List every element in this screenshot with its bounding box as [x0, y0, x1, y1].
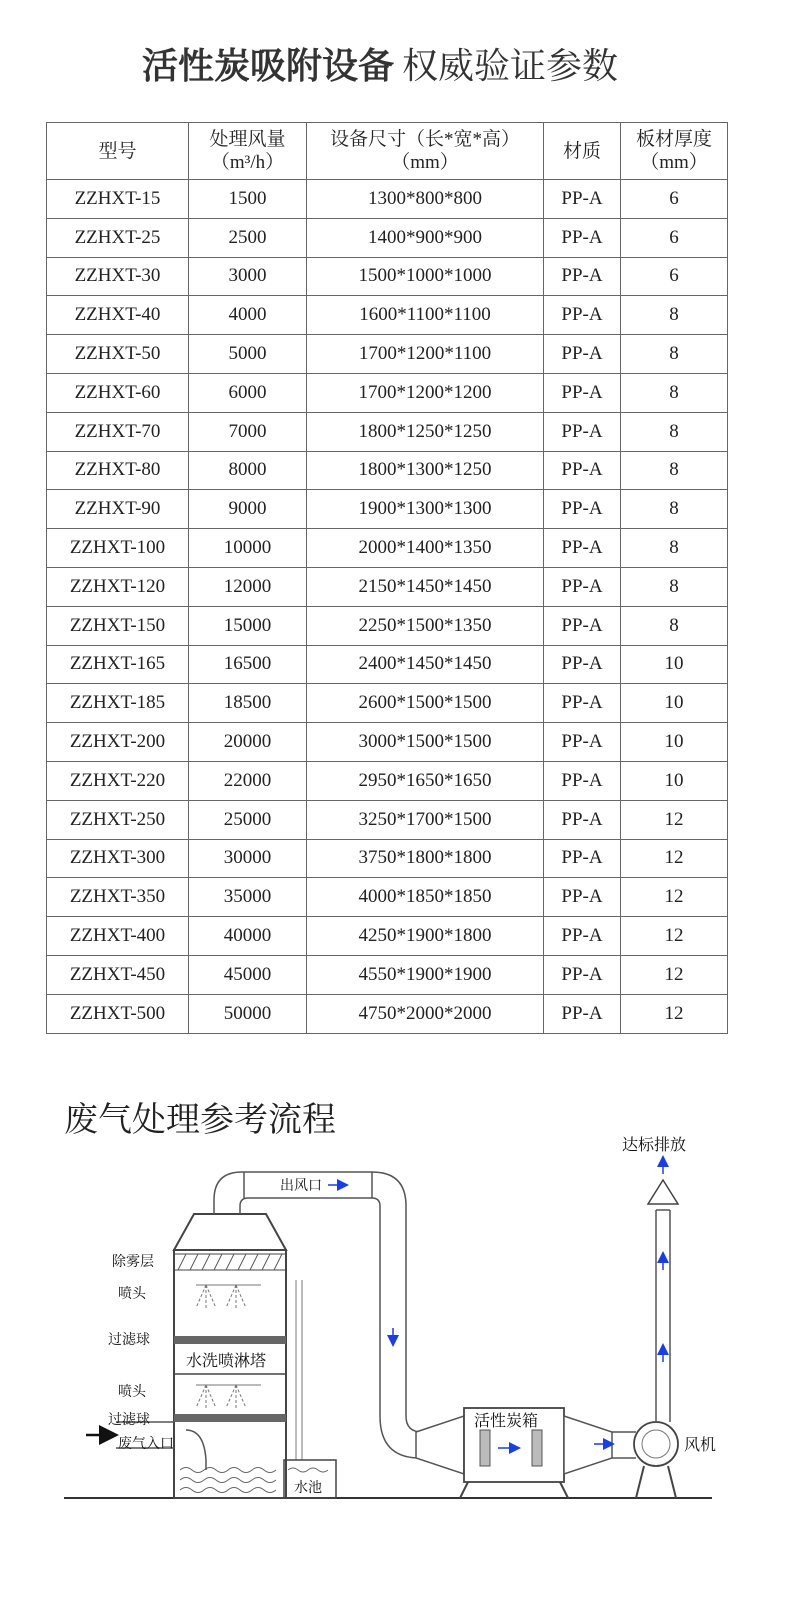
table-row	[47, 606, 728, 645]
cell-material: PP-A	[544, 761, 621, 800]
label-outlet: 出风口	[280, 1178, 322, 1194]
table-row	[47, 917, 728, 956]
table-row	[47, 800, 728, 839]
cell-airflow: 30000	[189, 839, 307, 878]
cell-size: 4550*1900*1900	[307, 955, 544, 994]
table-row	[47, 839, 728, 878]
cell-model: ZZHXT-120	[47, 567, 189, 606]
title-sub: 权威验证参数	[402, 46, 619, 87]
table-row	[47, 994, 728, 1033]
header-model: 型号	[47, 123, 189, 180]
page-title	[0, 38, 760, 89]
cell-airflow: 25000	[189, 800, 307, 839]
cell-thickness: 8	[621, 567, 728, 606]
label-nozzle-lower: 喷头	[118, 1384, 146, 1400]
cell-material: PP-A	[544, 373, 621, 412]
table-header-row	[47, 123, 728, 180]
cell-material: PP-A	[544, 218, 621, 257]
cell-size: 2150*1450*1450	[307, 567, 544, 606]
cell-material: PP-A	[544, 606, 621, 645]
cell-model: ZZHXT-80	[47, 451, 189, 490]
cell-material: PP-A	[544, 800, 621, 839]
cell-material: PP-A	[544, 839, 621, 878]
cell-model: ZZHXT-40	[47, 296, 189, 335]
table-row	[47, 180, 728, 219]
cell-size: 1700*1200*1200	[307, 373, 544, 412]
cell-thickness: 10	[621, 684, 728, 723]
cell-thickness: 12	[621, 955, 728, 994]
process-flow-diagram	[56, 1130, 746, 1510]
cell-size: 2400*1450*1450	[307, 645, 544, 684]
cell-airflow: 18500	[189, 684, 307, 723]
label-nozzle-upper: 喷头	[118, 1286, 146, 1302]
label-filter-lower: 过滤球	[108, 1412, 150, 1428]
label-carbon-box: 活性炭箱	[474, 1411, 539, 1430]
table-row	[47, 257, 728, 296]
fan	[634, 1422, 678, 1498]
cell-airflow: 1500	[189, 180, 307, 219]
table-row	[47, 684, 728, 723]
cell-airflow: 7000	[189, 412, 307, 451]
cell-material: PP-A	[544, 684, 621, 723]
cell-model: ZZHXT-70	[47, 412, 189, 451]
cell-model: ZZHXT-150	[47, 606, 189, 645]
cell-size: 4250*1900*1800	[307, 917, 544, 956]
table-row	[47, 296, 728, 335]
cell-size: 2000*1400*1350	[307, 529, 544, 568]
cell-thickness: 6	[621, 257, 728, 296]
cell-model: ZZHXT-185	[47, 684, 189, 723]
cell-model: ZZHXT-165	[47, 645, 189, 684]
cell-material: PP-A	[544, 412, 621, 451]
cell-thickness: 12	[621, 878, 728, 917]
title-main: 活性炭吸附设备	[141, 46, 394, 87]
cell-airflow: 40000	[189, 917, 307, 956]
cell-size: 3750*1800*1800	[307, 839, 544, 878]
cell-model: ZZHXT-220	[47, 761, 189, 800]
cell-model: ZZHXT-350	[47, 878, 189, 917]
cell-thickness: 8	[621, 490, 728, 529]
cell-thickness: 10	[621, 723, 728, 762]
table-row	[47, 761, 728, 800]
lower-filter-bed	[174, 1414, 286, 1422]
spec-table-body	[47, 180, 728, 1034]
cell-material: PP-A	[544, 723, 621, 762]
cell-model: ZZHXT-400	[47, 917, 189, 956]
cell-material: PP-A	[544, 994, 621, 1033]
table-row	[47, 529, 728, 568]
cell-size: 1900*1300*1300	[307, 490, 544, 529]
cell-airflow: 50000	[189, 994, 307, 1033]
header-thickness: 板材厚度 （mm）	[621, 123, 728, 180]
flow-title: 废气处理参考流程	[64, 1100, 336, 1140]
cell-material: PP-A	[544, 257, 621, 296]
label-filter-upper: 过滤球	[108, 1332, 150, 1348]
cell-size: 3250*1700*1500	[307, 800, 544, 839]
cell-airflow: 2500	[189, 218, 307, 257]
cell-size: 2950*1650*1650	[307, 761, 544, 800]
table-row	[47, 218, 728, 257]
cell-material: PP-A	[544, 451, 621, 490]
cell-material: PP-A	[544, 878, 621, 917]
cell-model: ZZHXT-450	[47, 955, 189, 994]
header-size: 设备尺寸（长*宽*高） （mm）	[307, 123, 544, 180]
table-row	[47, 451, 728, 490]
cell-model: ZZHXT-50	[47, 335, 189, 374]
lower-nozzles	[196, 1385, 261, 1410]
cell-airflow: 3000	[189, 257, 307, 296]
cell-model: ZZHXT-250	[47, 800, 189, 839]
header-airflow: 处理风量 （m³/h）	[189, 123, 307, 180]
cell-thickness: 10	[621, 761, 728, 800]
cell-thickness: 8	[621, 373, 728, 412]
table-row	[47, 645, 728, 684]
cell-thickness: 10	[621, 645, 728, 684]
cell-thickness: 8	[621, 451, 728, 490]
cell-model: ZZHXT-30	[47, 257, 189, 296]
cell-size: 2600*1500*1500	[307, 684, 544, 723]
cell-material: PP-A	[544, 180, 621, 219]
cell-size: 1500*1000*1000	[307, 257, 544, 296]
cell-size: 1400*900*900	[307, 218, 544, 257]
cell-material: PP-A	[544, 490, 621, 529]
table-row	[47, 335, 728, 374]
cell-material: PP-A	[544, 296, 621, 335]
table-row	[47, 567, 728, 606]
cell-material: PP-A	[544, 955, 621, 994]
cell-size: 1800*1250*1250	[307, 412, 544, 451]
cell-thickness: 12	[621, 800, 728, 839]
cell-thickness: 8	[621, 335, 728, 374]
cell-model: ZZHXT-60	[47, 373, 189, 412]
cell-airflow: 12000	[189, 567, 307, 606]
cell-airflow: 10000	[189, 529, 307, 568]
cell-airflow: 15000	[189, 606, 307, 645]
spec-table	[46, 122, 728, 1034]
cell-thickness: 12	[621, 917, 728, 956]
label-demister: 除雾层	[112, 1254, 154, 1270]
upper-nozzles	[196, 1285, 261, 1310]
cell-size: 1600*1100*1100	[307, 296, 544, 335]
cell-model: ZZHXT-500	[47, 994, 189, 1033]
cell-airflow: 35000	[189, 878, 307, 917]
cell-airflow: 22000	[189, 761, 307, 800]
cell-material: PP-A	[544, 335, 621, 374]
cell-size: 1800*1300*1250	[307, 451, 544, 490]
cell-material: PP-A	[544, 917, 621, 956]
cell-size: 3000*1500*1500	[307, 723, 544, 762]
label-tower: 水洗喷淋塔	[186, 1351, 267, 1370]
cell-thickness: 8	[621, 529, 728, 568]
cell-thickness: 8	[621, 412, 728, 451]
cell-material: PP-A	[544, 529, 621, 568]
label-inlet: 废气入口	[118, 1436, 174, 1452]
cell-model: ZZHXT-100	[47, 529, 189, 568]
cell-airflow: 9000	[189, 490, 307, 529]
table-row	[47, 878, 728, 917]
cell-model: ZZHXT-15	[47, 180, 189, 219]
cell-size: 1700*1200*1100	[307, 335, 544, 374]
cell-airflow: 16500	[189, 645, 307, 684]
cell-material: PP-A	[544, 567, 621, 606]
cell-thickness: 12	[621, 994, 728, 1033]
cell-airflow: 4000	[189, 296, 307, 335]
cell-size: 4750*2000*2000	[307, 994, 544, 1033]
cell-airflow: 6000	[189, 373, 307, 412]
header-material: 材质	[544, 123, 621, 180]
cell-model: ZZHXT-300	[47, 839, 189, 878]
cell-model: ZZHXT-200	[47, 723, 189, 762]
upper-filter-bed	[174, 1336, 286, 1344]
cell-model: ZZHXT-90	[47, 490, 189, 529]
cell-thickness: 8	[621, 606, 728, 645]
cell-airflow: 8000	[189, 451, 307, 490]
table-row	[47, 373, 728, 412]
label-pool: 水池	[294, 1480, 322, 1496]
cell-airflow: 20000	[189, 723, 307, 762]
cell-airflow: 45000	[189, 955, 307, 994]
label-fan: 风机	[684, 1435, 717, 1454]
cell-model: ZZHXT-25	[47, 218, 189, 257]
cell-thickness: 6	[621, 180, 728, 219]
cell-thickness: 6	[621, 218, 728, 257]
table-row	[47, 723, 728, 762]
chimney	[648, 1180, 678, 1422]
cell-airflow: 5000	[189, 335, 307, 374]
cell-size: 1300*800*800	[307, 180, 544, 219]
table-row	[47, 490, 728, 529]
table-row	[47, 955, 728, 994]
cell-size: 4000*1850*1850	[307, 878, 544, 917]
cell-material: PP-A	[544, 645, 621, 684]
cell-size: 2250*1500*1350	[307, 606, 544, 645]
label-discharge: 达标排放	[622, 1135, 687, 1154]
cell-thickness: 8	[621, 296, 728, 335]
cell-thickness: 12	[621, 839, 728, 878]
table-row	[47, 412, 728, 451]
